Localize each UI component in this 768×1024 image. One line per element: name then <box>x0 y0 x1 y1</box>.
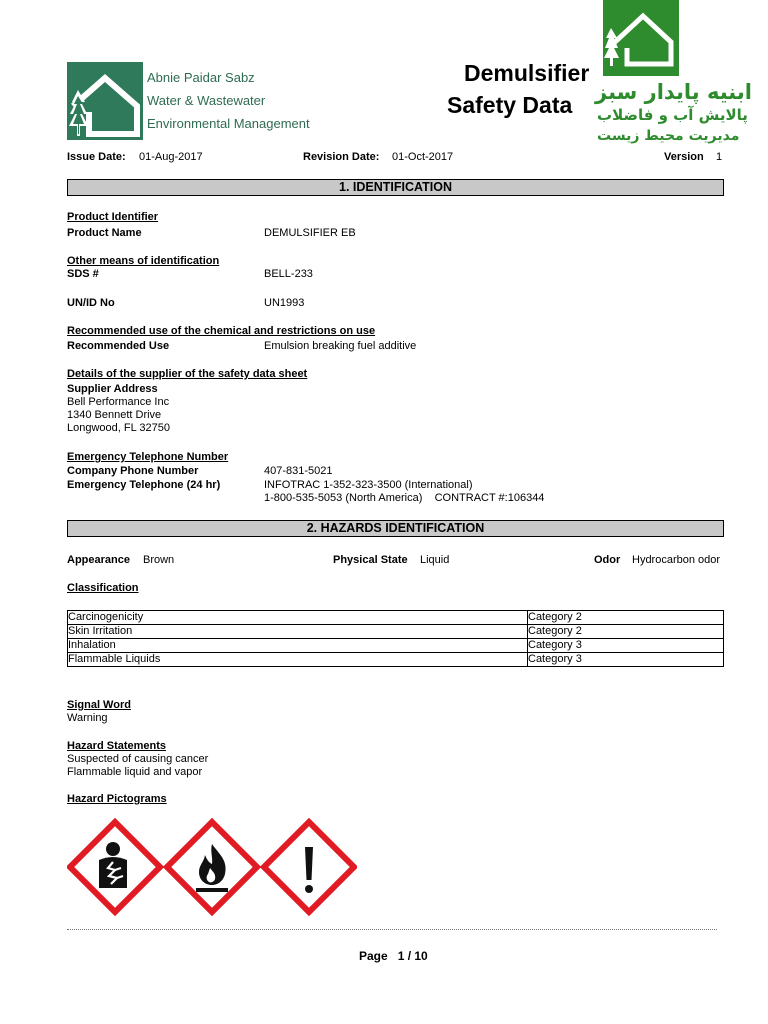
unid-value: UN1993 <box>264 297 305 309</box>
page-label: Page <box>359 949 388 963</box>
signal-word-value: Warning <box>67 712 108 724</box>
hazard-statement: Flammable liquid and vapor <box>67 766 203 778</box>
document-title-line1: Demulsifier <box>464 60 590 86</box>
hazard-statements-heading: Hazard Statements <box>67 740 167 752</box>
company-name-line: Water & Wastewater <box>147 93 266 108</box>
product-identifier-heading: Product Identifier <box>67 211 159 223</box>
signal-word-heading: Signal Word <box>67 699 131 711</box>
emergency-phone-line: INFOTRAC 1-352-323-3500 (International) <box>264 479 473 491</box>
odor-label: Odor <box>594 554 621 566</box>
table-row <box>68 653 724 667</box>
company-logo <box>67 62 143 140</box>
sds-label: SDS # <box>67 268 99 280</box>
appearance-label: Appearance <box>67 554 130 566</box>
table-row <box>68 625 724 639</box>
supplier-address-label: Supplier Address <box>67 383 158 395</box>
emergency-phone-line: 1-800-535-5053 (North America) CONTRACT #:106344 <box>264 492 545 504</box>
supplier-details-heading: Details of the supplier of the safety data sheet <box>67 368 308 380</box>
house-logo-icon <box>603 0 679 76</box>
health-hazard-icon <box>70 822 160 912</box>
company-phone-label: Company Phone Number <box>67 465 199 477</box>
section-2-header: 2. HAZARDS IDENTIFICATION <box>67 520 724 537</box>
hazard-category-cell: Category 2 <box>528 611 724 625</box>
supplier-address-line: Bell Performance Inc <box>67 396 170 408</box>
page-value: 1 / 10 <box>397 949 428 963</box>
hazard-pictograms <box>67 818 357 918</box>
persian-subtitle: پالایش آب و فاضلاب <box>597 106 748 124</box>
document-title-line2: Safety Data <box>447 92 573 118</box>
appearance-value: Brown <box>143 554 175 566</box>
supplier-address-line: 1340 Bennett Drive <box>67 409 162 421</box>
physical-state-value: Liquid <box>420 554 450 566</box>
unid-label: UN/ID No <box>67 297 115 309</box>
company-name-line: Environmental Management <box>147 116 310 131</box>
hazard-pictograms-heading: Hazard Pictograms <box>67 793 167 805</box>
hazard-class-cell: Carcinogenicity <box>68 611 528 625</box>
issue-date-label: Issue Date: <box>67 151 126 163</box>
version-label: Version <box>664 151 704 163</box>
physical-state-label: Physical State <box>333 554 408 566</box>
page-number <box>359 949 428 963</box>
company-name-line: Abnie Paidar Sabz <box>147 70 255 85</box>
supplier-address-line: Longwood, FL 32750 <box>67 422 170 434</box>
other-means-heading: Other means of identification <box>67 255 220 267</box>
recommended-use-value: Emulsion breaking fuel additive <box>264 340 417 352</box>
hazard-class-cell: Flammable Liquids <box>68 653 528 667</box>
persian-company-name: ابنیه پایدار سبز <box>595 80 752 104</box>
classification-table <box>67 610 724 667</box>
hazard-category-cell: Category 3 <box>528 639 724 653</box>
footer-divider <box>67 929 717 930</box>
date-row <box>67 151 723 165</box>
recommended-use-heading: Recommended use of the chemical and restrictions on use <box>67 325 376 337</box>
flame-icon <box>167 822 257 912</box>
section-1-header: 1. IDENTIFICATION <box>67 179 724 196</box>
table-row <box>68 611 724 625</box>
hazard-category-cell: Category 2 <box>528 625 724 639</box>
recommended-use-label: Recommended Use <box>67 340 170 352</box>
revision-date-label: Revision Date: <box>303 151 380 163</box>
hazard-statement: Suspected of causing cancer <box>67 753 209 765</box>
hazard-class-cell: Inhalation <box>68 639 528 653</box>
persian-subtitle: مدیریت محیط زیست <box>597 128 740 144</box>
company-phone-value: 407-831-5021 <box>264 465 333 477</box>
product-name-value: DEMULSIFIER EB <box>264 227 356 239</box>
exclamation-mark-icon <box>264 822 354 912</box>
table-row <box>68 639 724 653</box>
odor-value: Hydrocarbon odor <box>632 554 721 566</box>
classification-heading: Classification <box>67 582 139 594</box>
emergency-phone-heading: Emergency Telephone Number <box>67 451 229 463</box>
issue-date-value: 01-Aug-2017 <box>139 151 203 163</box>
revision-date-value: 01-Oct-2017 <box>392 151 454 163</box>
product-name-label: Product Name <box>67 227 142 239</box>
version-value: 1 <box>716 151 723 163</box>
hazard-category-cell: Category 3 <box>528 653 724 667</box>
emergency-phone-label: Emergency Telephone (24 hr) <box>67 479 221 491</box>
sds-value: BELL-233 <box>264 268 313 280</box>
hazard-class-cell: Skin Irritation <box>68 625 528 639</box>
